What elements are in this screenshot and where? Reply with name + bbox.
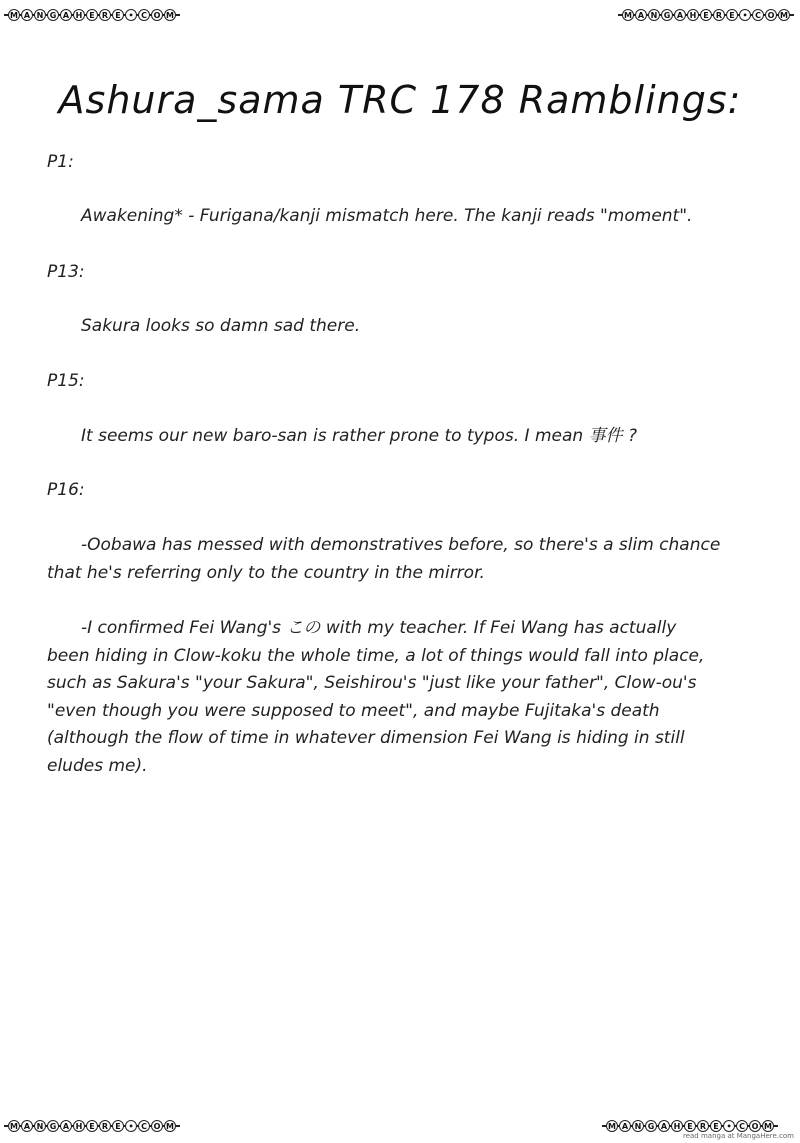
watermark-letter: R: [99, 1120, 111, 1132]
watermark-letter: •: [723, 1120, 735, 1132]
note-p13: [81, 313, 360, 341]
watermark-letter: O: [151, 1120, 163, 1132]
watermark-letter: •: [125, 9, 137, 21]
watermark-letter: N: [34, 1120, 46, 1132]
note-line: -I confirmed Fei Wang's この with my teacher. If Fei Wang has actually: [81, 618, 677, 638]
watermark-top-right: [618, 6, 794, 24]
note-p1: [81, 203, 692, 231]
watermark-letter: A: [674, 9, 686, 21]
watermark-letter: C: [138, 1120, 150, 1132]
watermark-letter: C: [138, 9, 150, 21]
watermark-letter: A: [658, 1120, 670, 1132]
watermark-letter: E: [684, 1120, 696, 1132]
watermark-subtext: read manga at MangaHere.com: [682, 1132, 794, 1140]
note-p16-paragraph-2: [47, 615, 704, 780]
watermark-letter: H: [73, 1120, 85, 1132]
watermark-bottom-left: [4, 1117, 180, 1135]
watermark-letter: O: [749, 1120, 761, 1132]
watermark-letter: G: [645, 1120, 657, 1132]
watermark-letter: •: [739, 9, 751, 21]
watermark-letter: R: [697, 1120, 709, 1132]
note-p15: [81, 423, 637, 451]
note-line: such as Sakura's "your Sakura", Seishirou's "just like your father", Clow-ou's: [47, 673, 697, 693]
watermark-letter: M: [8, 1120, 20, 1132]
page-label-p13: P13:: [47, 262, 85, 282]
watermark-letter: N: [648, 9, 660, 21]
watermark-letter: M: [778, 9, 790, 21]
watermark-letter: G: [47, 9, 59, 21]
watermark-letter: H: [687, 9, 699, 21]
watermark-letter: H: [671, 1120, 683, 1132]
watermark-letter: N: [632, 1120, 644, 1132]
page-title: Ashura_sama TRC 178 Ramblings:: [58, 78, 742, 122]
note-line: "even though you were supposed to meet", and maybe Fujitaka's death: [47, 700, 660, 721]
watermark-letter: N: [34, 9, 46, 21]
watermark-letter: E: [112, 9, 124, 21]
watermark-letter: •: [125, 1120, 137, 1132]
watermark-letter: E: [710, 1120, 722, 1132]
note-line: that he's referring only to the country in the mirror.: [47, 562, 485, 583]
watermark-letter: M: [622, 9, 634, 21]
watermark-letter: O: [151, 9, 163, 21]
watermark-letter: A: [21, 1120, 33, 1132]
note-line: Sakura looks so damn sad there.: [81, 316, 361, 336]
page-label-p16: P16:: [47, 480, 85, 500]
watermark-letter: E: [112, 1120, 124, 1132]
watermark-letter: A: [60, 1120, 72, 1132]
watermark-top-left: [4, 6, 180, 24]
watermark-letter: M: [606, 1120, 618, 1132]
watermark-letter: C: [752, 9, 764, 21]
watermark-letter: E: [700, 9, 712, 21]
page-label-p15: P15:: [47, 371, 85, 391]
note-line: It seems our new baro-san is rather prone to typos. I mean 事件 ?: [81, 426, 637, 446]
watermark-letter: A: [619, 1120, 631, 1132]
watermark-letter: H: [73, 9, 85, 21]
watermark-letter: A: [635, 9, 647, 21]
watermark-letter: A: [21, 9, 33, 21]
note-line: been hiding in Clow-koku the whole time, a lot of things would fall into place,: [47, 645, 705, 666]
watermark-letter: E: [726, 9, 738, 21]
watermark-letter: M: [164, 9, 176, 21]
watermark-letter: C: [736, 1120, 748, 1132]
note-line: (although the flow of time in whatever dimension Fei Wang is hiding in still: [47, 728, 685, 748]
watermark-letter: R: [99, 9, 111, 21]
watermark-letter: E: [86, 1120, 98, 1132]
note-line: eludes me).: [47, 755, 148, 776]
note-line: -Oobawa has messed with demonstratives before, so there's a slim chance: [81, 535, 721, 555]
watermark-letter: E: [86, 9, 98, 21]
watermark-letter: M: [164, 1120, 176, 1132]
note-line: Awakening* - Furigana/kanji mismatch here. The kanji reads "moment".: [81, 206, 693, 226]
watermark-letter: M: [8, 9, 20, 21]
watermark-letter: A: [60, 9, 72, 21]
watermark-letter: R: [713, 9, 725, 21]
page-label-p1: P1:: [47, 152, 74, 172]
watermark-letter: O: [765, 9, 777, 21]
watermark-letter: M: [762, 1120, 774, 1132]
note-p16-paragraph-1: [47, 532, 720, 587]
watermark-letter: G: [47, 1120, 59, 1132]
watermark-letter: G: [661, 9, 673, 21]
